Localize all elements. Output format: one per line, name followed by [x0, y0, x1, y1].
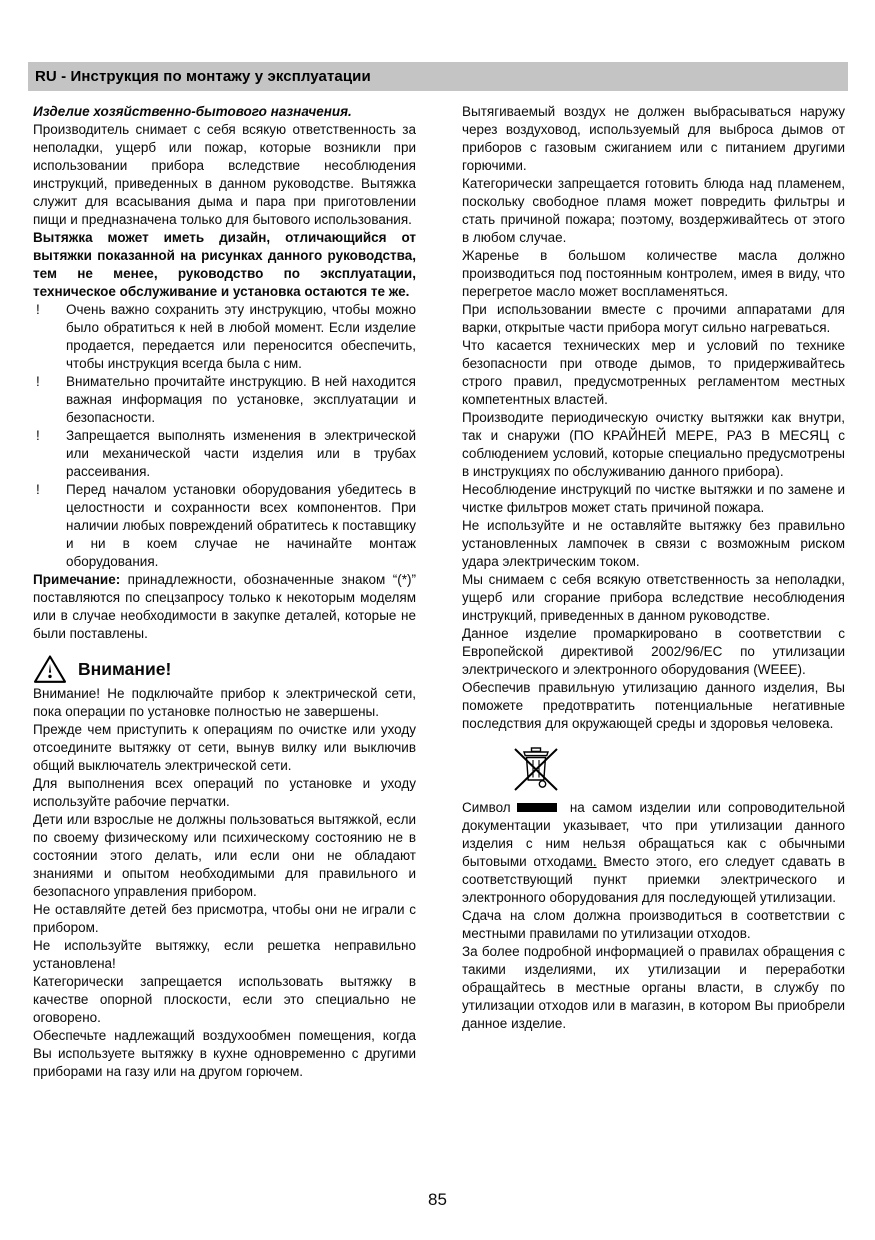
- safety-paragraph: Производите периодическую очистку вытяжки как внутри, так и снаружи (ПО КРАЙНЕЙ МЕРЕ, РАЗ В МЕСЯЦ с соблюдением условий, которые специально предусмотрены в инструкциях по обслуживанию данного прибора).: [462, 410, 845, 479]
- important-note-text: Перед началом установки оборудования убедитесь в целостности и сохранности всех компонентов. При наличии любых повреждений обратитесь к поставщику и ни в коем случае не начинайте монтаж оборудования.: [66, 482, 416, 569]
- warning-triangle-icon: [33, 654, 67, 684]
- exclamation-bullet-marker: !: [36, 428, 40, 443]
- warning-paragraph: Дети или взрослые не должны пользоваться вытяжкой, если по своему физическому или психическому состоянию не в состоянии этого делать, или если они не обладают знаниями и опытом необходимыми для правильного и безопасного управления прибором.: [33, 812, 416, 899]
- safety-paragraph: Обеспечив правильную утилизацию данного изделия, Вы поможете предотвратить потенциальные негативные последствия для окружающей среды и здоровья человека.: [462, 680, 845, 731]
- exclamation-bullet-marker: !: [36, 482, 40, 497]
- warning-paragraph: Прежде чем приступить к операциям по очистке или уходу отсоедините вытяжку от сети, вынув вилку или выключив общий выключатель электрической сети.: [33, 722, 416, 773]
- disposal-paragraph: За более подробной информацией о правилах обращения с такими изделиями, их утилизации и переработки обращайтесь в местные органы власти, в службу по утилизации отходов или в магазин, в котором Вы приобрели данное изделие.: [462, 944, 845, 1031]
- section-header-bar: [28, 62, 848, 91]
- safety-paragraph: Что касается технических мер и условий по технике безопасности при отводе дымов, то придерживайтесь строго правил, предусмотренных регламентом местных компетентных властей.: [462, 338, 845, 407]
- black-bar-symbol: [517, 803, 557, 812]
- safety-paragraph: Категорически запрещается готовить блюда над пламенем, поскольку свободное пламя может повредить фильтры и стать причиной пожара; поэтому, воздерживайтесь от этого в любом случае.: [462, 176, 845, 245]
- weee-icon-block: [512, 740, 845, 794]
- safety-paragraph: При использовании вместе с прочими аппаратами для варки, открытые части прибора могут сильно нагреваться.: [462, 302, 845, 335]
- warning-paragraphs: [33, 685, 416, 1081]
- accessories-note-label: Примечание:: [33, 572, 121, 587]
- important-note-text: Внимательно прочитайте инструкцию. В ней находится важная информация по установке, эксплуатации и безопасности.: [66, 374, 416, 425]
- intro-title: Изделие хозяйственно-бытового назначения.: [33, 104, 352, 119]
- safety-paragraph: Не используйте и не оставляйте вытяжку без правильно установленных лампочек в связи с возможным риском удара электрическим током.: [462, 518, 845, 569]
- safety-paragraph: Несоблюдение инструкций по чистке вытяжки и по замене и чистке фильтров может стать причиной пожара.: [462, 482, 845, 515]
- right-column: [462, 103, 845, 1081]
- safety-paragraph: Вытягиваемый воздух не должен выбрасываться наружу через воздуховод, используемый для выброса дымов от приборов с газовым сжиганием или с питанием другими горючими.: [462, 104, 845, 173]
- important-note-item: [33, 373, 416, 427]
- accessories-note: [33, 571, 416, 643]
- important-note-text: Очень важно сохранить эту инструкцию, чтобы можно было обратиться к ней в любой момент. Если изделие продается, передается или переносится обеспечить, чтобы инструкция всегда была с ним.: [66, 302, 416, 371]
- page-number: 85: [428, 1190, 447, 1209]
- warning-title: Внимание!: [78, 659, 172, 679]
- safety-paragraph: Мы снимаем с себя всякую ответственность за неполадки, ущерб или сгорание прибора вследствие несоблюдения инструкций, приведенных в данном руководстве.: [462, 572, 845, 623]
- safety-paragraph: Жаренье в большом количестве масла должно производиться под постоянным контролем, имея в виду, что перегретое масло может воспламеняться.: [462, 248, 845, 299]
- symbol-paragraph-part1: на самом изделии или сопроводительной документации указывает, что при утилизации данного изделия с ним нельзя обращаться как с обычными бытовыми отходам: [462, 800, 845, 869]
- crossed-out-wheelie-bin-icon: [512, 782, 560, 797]
- warning-paragraph: Внимание! Не подключайте прибор к электрической сети, пока операции по установке полностью не завершены.: [33, 686, 416, 719]
- symbol-paragraph-underlined: и.: [585, 854, 597, 869]
- section-title: RU - Инструкция по монтажу у эксплуатации: [35, 68, 371, 85]
- symbol-paragraph-part2: Вместо этого, его следует сдавать в соответствующий пункт приемки электрического и электронного оборудования для последующей утилизации.: [462, 854, 845, 905]
- warning-paragraph: Не используйте вытяжку, если решетка неправильно установлена!: [33, 938, 416, 971]
- left-column: [33, 103, 416, 1081]
- design-note-paragraph: Вытяжка может иметь дизайн, отличающийся от вытяжки показанной на рисунках данного руководства, тем не менее, руководство по эксплуатации, техническое обслуживание и установка остаются те же.: [33, 230, 416, 299]
- important-note-text: Запрещается выполнять изменения в электрической или механической части изделия или в трубах рассеивания.: [66, 428, 416, 479]
- exclamation-bullet-marker: !: [36, 374, 40, 389]
- document-body: [33, 103, 845, 1081]
- safety-paragraphs: [462, 103, 845, 733]
- symbol-paragraph: [462, 799, 845, 907]
- disposal-paragraph: Сдача на слом должна производиться в соответствии с местными правилами по утилизации отходов.: [462, 908, 845, 941]
- important-note-item: [33, 301, 416, 373]
- important-note-item: [33, 481, 416, 571]
- warning-paragraph: Для выполнения всех операций по установке и уходу используйте рабочие перчатки.: [33, 776, 416, 809]
- warning-paragraph: Категорически запрещается использовать вытяжку в качестве опорной плоскости, если это специально не оговорено.: [33, 974, 416, 1025]
- warning-paragraph: Обеспечьте надлежащий воздухообмен помещения, когда Вы используете вытяжку в кухне одновременно с другими приборами на газу или на другом горючем.: [33, 1028, 416, 1079]
- safety-paragraph: Данное изделие промаркировано в соответствии с Европейской директивой 2002/96/EC по утилизации электрического и электронного оборудования (WEEE).: [462, 626, 845, 677]
- intro-paragraph: Производитель снимает с себя всякую ответственность за неполадки, ущерб или пожар, которые возникли при использовании прибора вследствие несоблюдения инструкций, приведенных в данном руководстве. Вытяжка служит для всасывания дыма и пара при приготовлении пищи и предназначена только для бытового использования.: [33, 122, 416, 227]
- accessories-note-text: принадлежности, обозначенные знаком “(*)” поставляются по спецзапросу только к некоторым моделям или в случае необходимости в закупке деталей, которые не были поставлены.: [33, 572, 416, 641]
- warning-paragraph: Не оставляйте детей без присмотра, чтобы они не играли с прибором.: [33, 902, 416, 935]
- important-note-item: [33, 427, 416, 481]
- symbol-paragraph-prefix: Символ: [462, 800, 511, 815]
- warning-heading: [33, 654, 416, 684]
- disposal-paragraphs: [462, 907, 845, 1033]
- important-notes-list: [33, 301, 416, 571]
- exclamation-bullet-marker: !: [36, 302, 40, 317]
